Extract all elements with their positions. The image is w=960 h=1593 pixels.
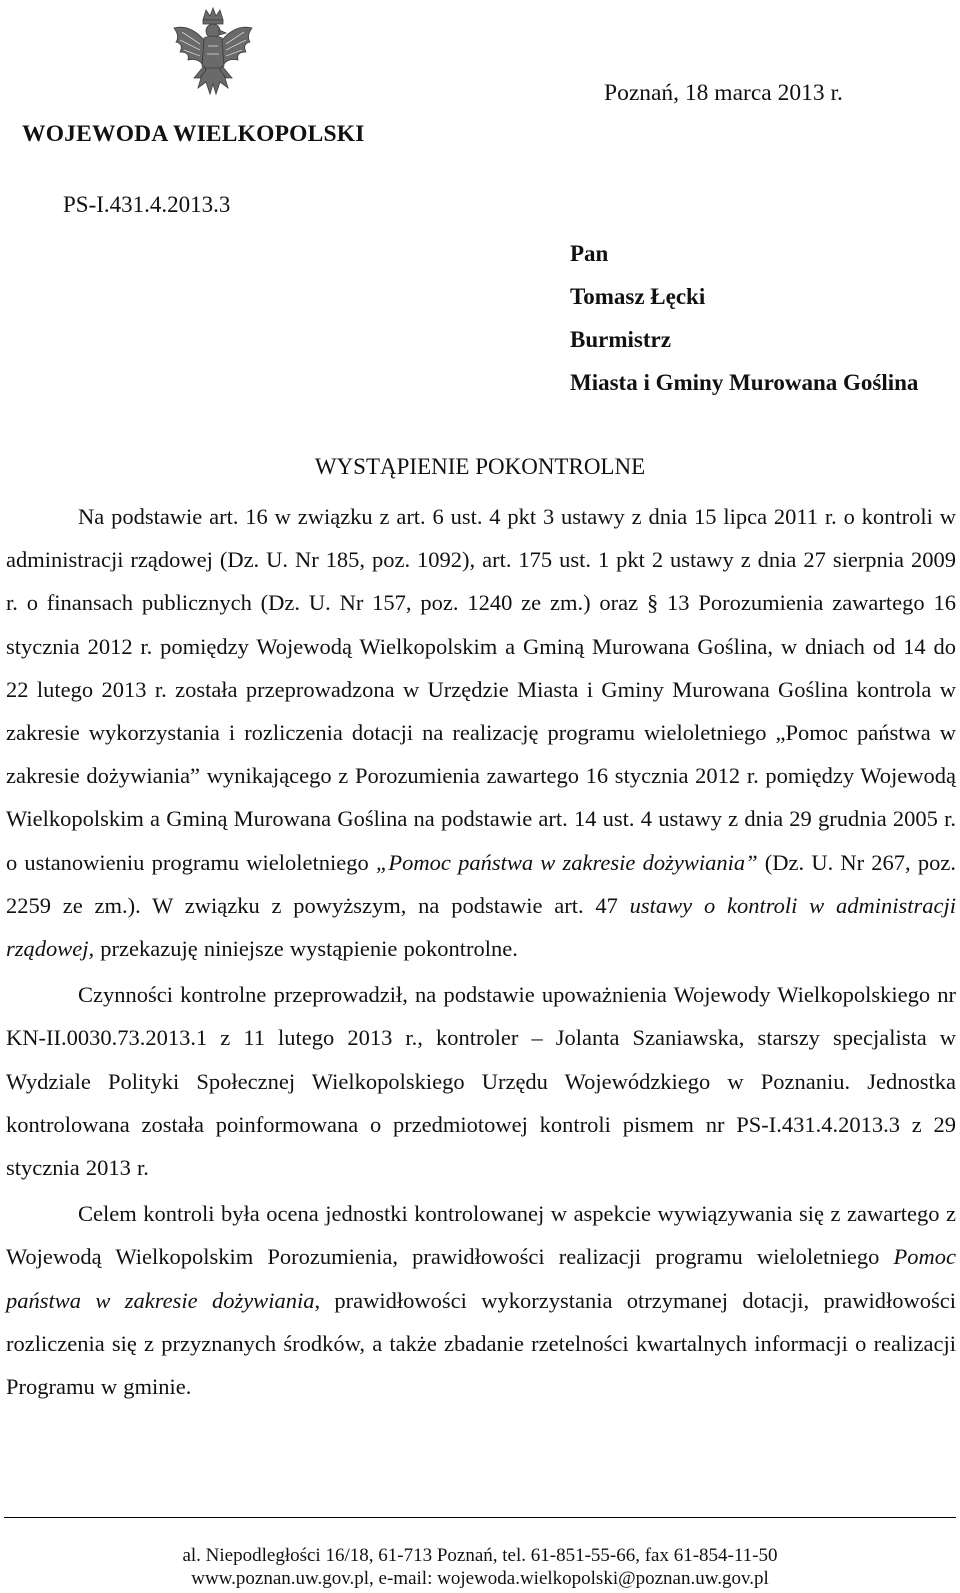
eagle-emblem-icon <box>170 6 256 108</box>
paragraph-text: , prawidłowości wykorzystania otrzymanej dotacji, prawidłowości rozliczenia się z przyznanych środków, a także zbadanie rzetelności kwartalnych informacji o realizacji Programu w gminie. <box>6 1287 957 1400</box>
footer-contact <box>0 1544 960 1590</box>
recipient-position: Burmistrz <box>570 327 671 352</box>
program-name-italic: Pomoc państwa w zakresie dożywiania <box>6 1244 956 1313</box>
recipient-address-block <box>570 238 918 410</box>
program-name-italic: „Pomoc państwa w zakresie dożywiania” <box>375 849 758 875</box>
paragraph-legal-basis <box>6 495 956 970</box>
issuing-authority: WOJEWODA WIELKOPOLSKI <box>22 121 365 147</box>
document-title: WYSTĄPIENIE POKONTROLNE <box>314 454 646 479</box>
footer-web-email: www.poznan.uw.gov.pl, e-mail: wojewoda.wielkopolski@poznan.uw.gov.pl <box>191 1568 769 1589</box>
paragraph-objective <box>6 1192 956 1408</box>
paragraph-text: (Dz. U. Nr 267, poz. 2259 ze zm.). W związku z powyższym, na podstawie art. 47 <box>6 849 956 918</box>
recipient-name: Tomasz Łęcki <box>570 284 706 309</box>
footer-divider <box>4 1517 956 1518</box>
letter-body <box>6 495 956 1411</box>
paragraph-text: Celem kontroli była ocena jednostki kontrolowanej w aspekcie wywiązywania się z zawartego z Wojewodą Wielkopolskim Porozumienia, prawidłowości realizacji programu wieloletniego <box>6 1201 956 1270</box>
paragraph-inspector: Czynności kontrolne przeprowadził, na podstawie upoważnienia Wojewody Wielkopolskiego nr KN-II.0030.73.2013.1 z 11 lutego 2013 r., kontroler – Jolanta Szaniawska, starszy specjalista w Wydziale Polityki Społecznej Wielkopolskiego Urzędu Wojewódzkiego w Poznaniu. Jednostka kontrolowana została poinformowana o przedmiotowej kontroli pismem nr PS-I.431.4.2013.3 z 29 stycznia 2013 r. <box>6 982 956 1181</box>
letter-date: Poznań, 18 marca 2013 r. <box>604 80 843 106</box>
case-reference-number: PS-I.431.4.2013.3 <box>63 192 231 217</box>
paragraph-text: Na podstawie art. 16 w związku z art. 6 ust. 4 pkt 3 ustawy z dnia 15 lipca 2011 r. o kontroli w administracji rządowej (Dz. U. Nr 185, poz. 1092), art. 175 ust. 1 pkt 2 ustawy z dnia 27 sierpnia 2009 r. o finansach publicznych (Dz. U. Nr 157, poz. 1240 ze zm.) oraz § 13 Porozumienia zawartego 16 stycznia 2012 r. pomiędzy Wojewodą Wielkopolskim a Gminą Murowana Goślina, w dniach od 14 do 22 lutego 2013 r. została przeprowadzona w Urzędzie Miasta i Gminy Murowana Goślina kontrola w zakresie wykorzystania i rozliczenia dotacji na realizację programu wieloletniego „Pomoc państwa w zakresie dożywiania” wynikającego z Porozumienia zawartego 16 stycznia 2012 r. pomiędzy Wojewodą Wielkopolskim a Gminą Murowana Goślina na podstawie art. 14 ust. 4 ustawy z dnia 29 grudnia 2005 r. o ustanowieniu programu wieloletniego <box>6 504 956 875</box>
recipient-institution: Miasta i Gminy Murowana Goślina <box>570 370 919 395</box>
act-name-italic: ustawy o kontroli w administracji rządowej, <box>6 892 956 962</box>
footer-address: al. Niepodległości 16/18, 61-713 Poznań, tel. 61-851-55-66, fax 61-854-11-50 <box>182 1545 778 1566</box>
recipient-salutation: Pan <box>570 241 609 266</box>
paragraph-text: przekazuję niniejsze wystąpienie pokontrolne. <box>94 936 518 962</box>
